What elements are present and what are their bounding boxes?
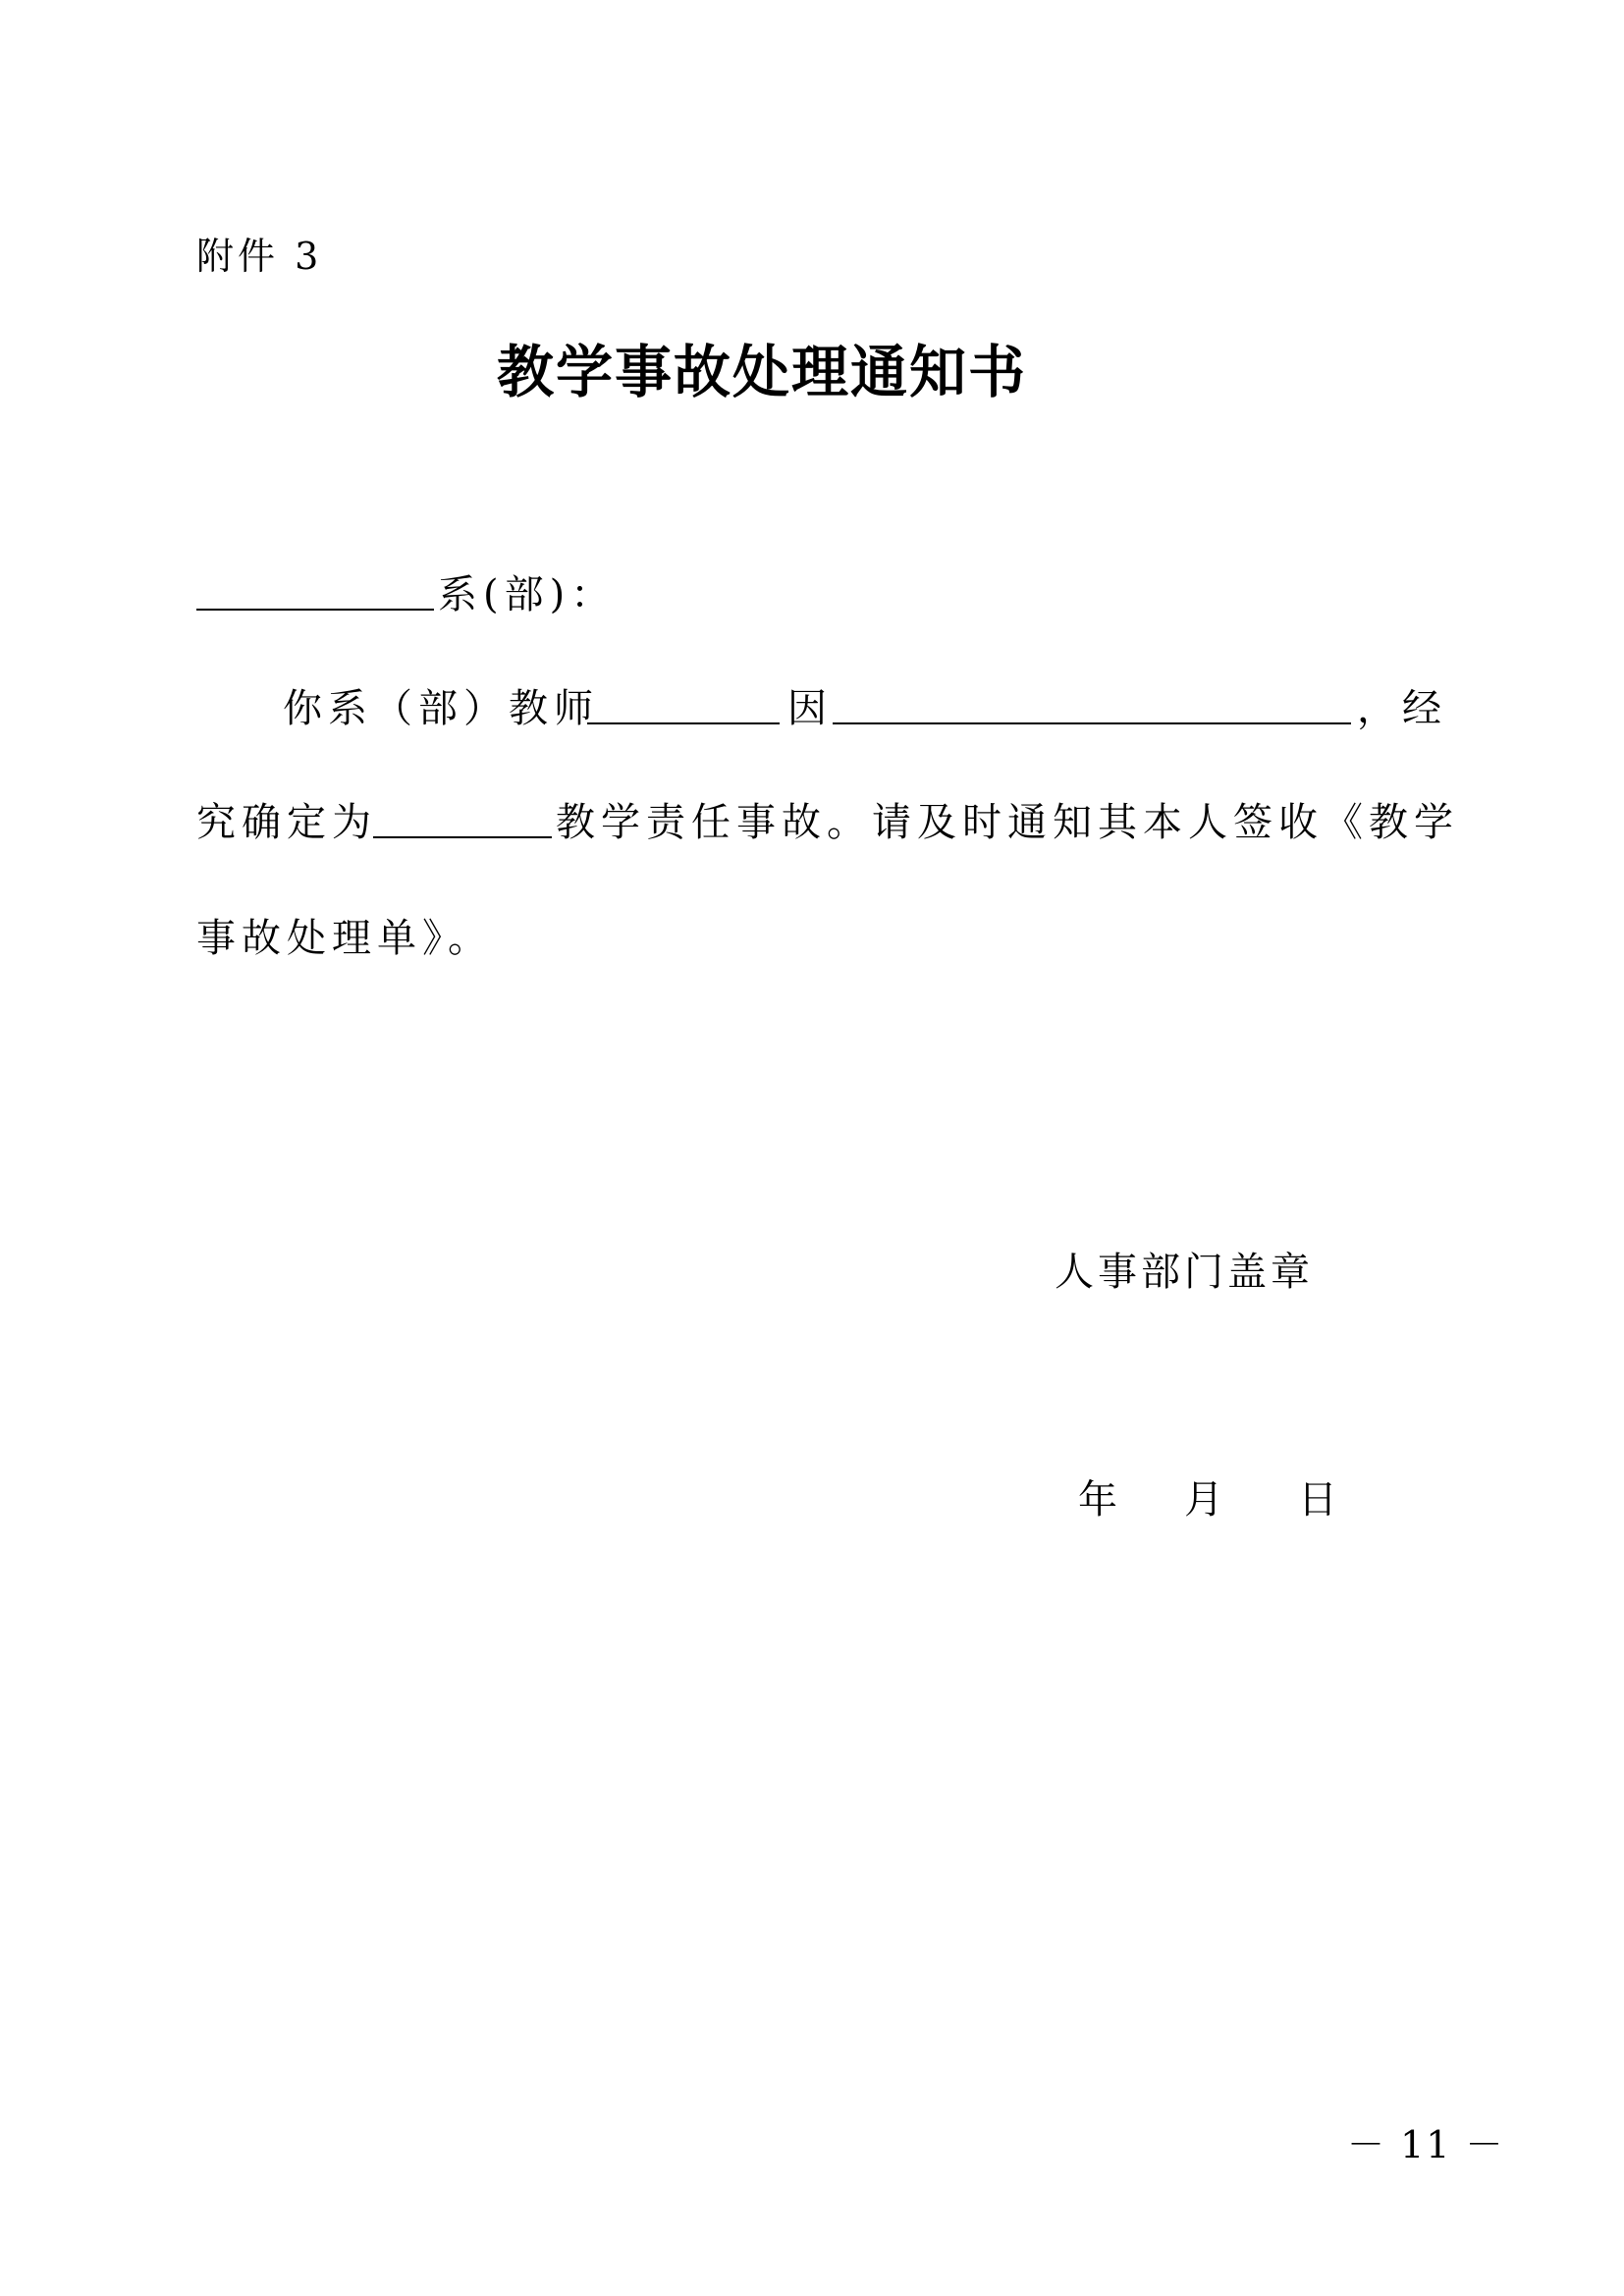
department-blank-line[interactable] — [196, 609, 434, 611]
accident-level-blank-line[interactable] — [373, 836, 552, 838]
date-month-label: 月 — [1184, 1477, 1229, 1522]
paragraph-line1-end: ，经 — [1357, 686, 1447, 731]
date-day-label: 日 — [1298, 1477, 1343, 1522]
attachment-label: 附件 3 — [196, 235, 323, 278]
paragraph-line2-rest: 教学责任事故。请及时通知其本人签收《教学 — [556, 800, 1459, 845]
paragraph-line3: 事故处理单》。 — [196, 916, 493, 961]
paragraph-line1-because: 因 — [787, 686, 833, 731]
stamp-label: 人事部门盖章 — [1055, 1250, 1314, 1295]
teacher-name-blank-line[interactable] — [587, 722, 780, 724]
paragraph-line2-prefix: 究确定为 — [196, 800, 377, 845]
paragraph-line1-prefix: 你系（部）教师 — [283, 686, 599, 731]
date-year-label: 年 — [1078, 1477, 1123, 1522]
page-number: － 11 － — [1347, 2123, 1505, 2166]
reason-blank-line[interactable] — [833, 722, 1351, 724]
document-title: 教学事故处理通知书 — [497, 339, 1028, 405]
addressee-suffix: 系(部)： — [438, 572, 617, 617]
